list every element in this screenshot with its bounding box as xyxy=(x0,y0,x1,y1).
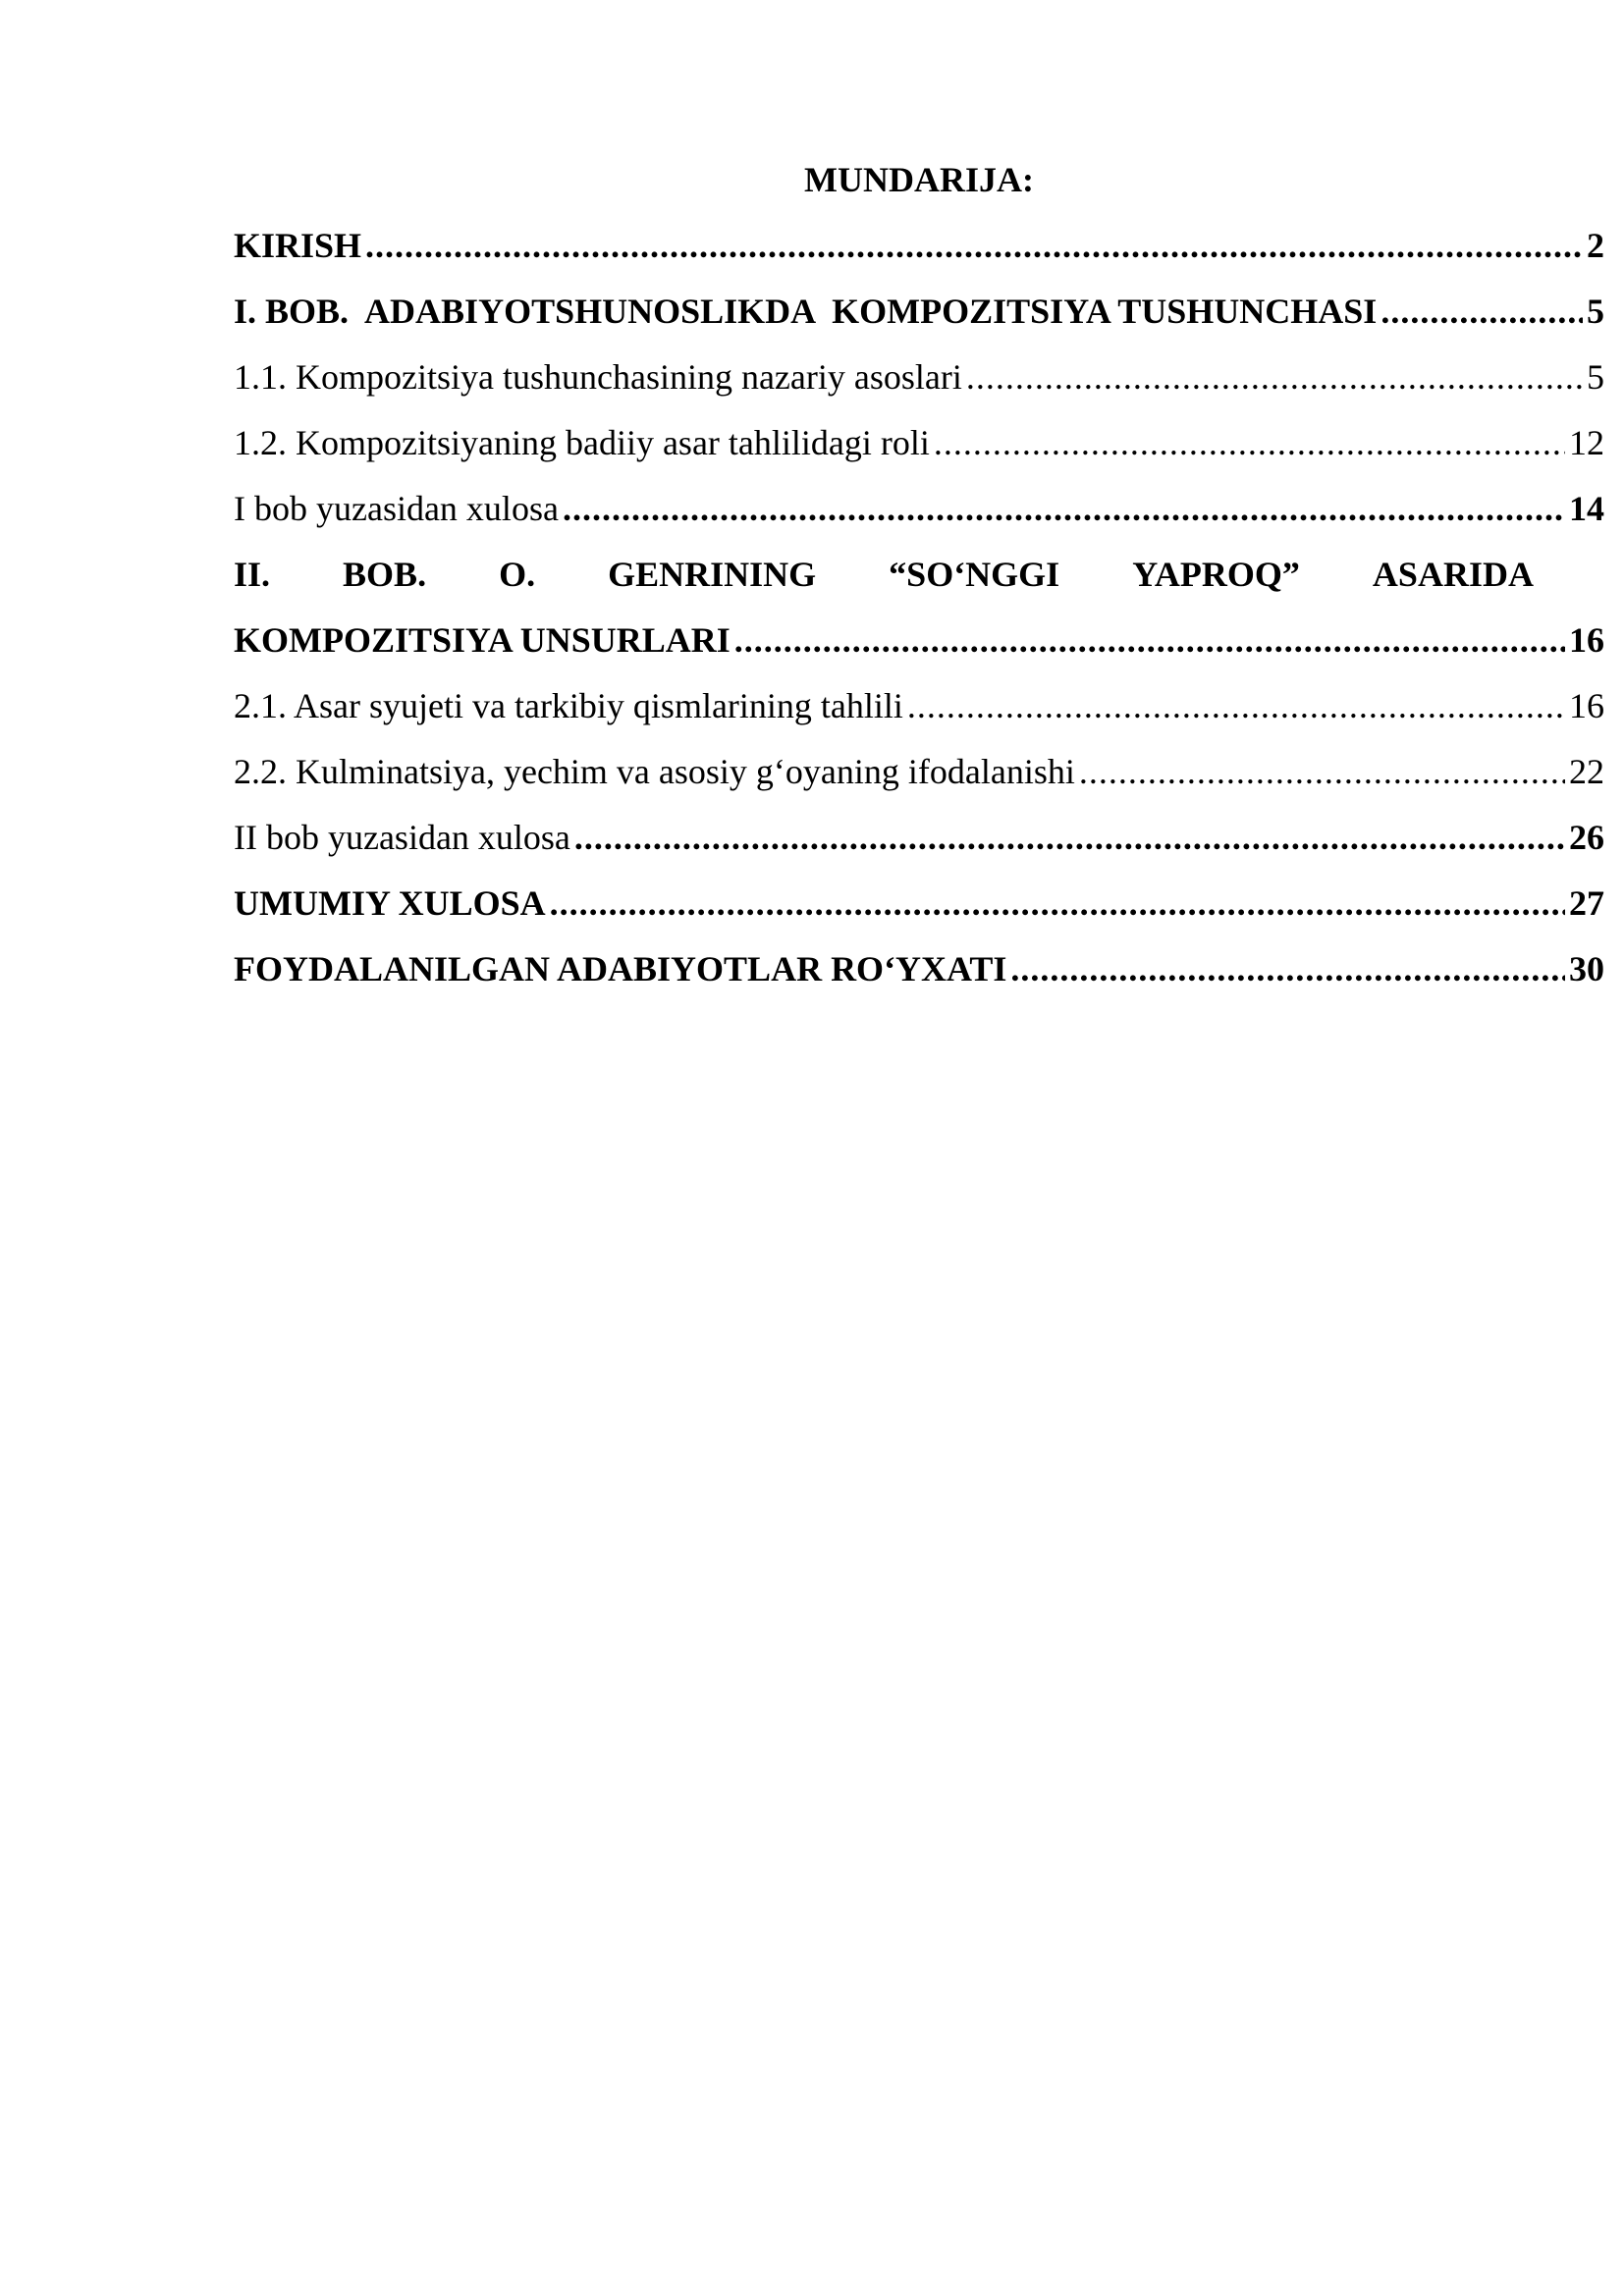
toc-entry-label: KOMPOZITSIYA UNSURLARI xyxy=(234,620,731,660)
toc-entry-label: II bob yuzasidan xulosa xyxy=(234,818,570,857)
toc-entry-page: 30 xyxy=(1569,949,1604,988)
toc-entry-page: 12 xyxy=(1569,423,1604,462)
toc-entry-references[interactable] xyxy=(234,936,1604,1002)
toc-entry-chapter-1[interactable] xyxy=(234,279,1604,345)
toc-word: O. xyxy=(499,555,536,594)
toc-entry-section-1-2[interactable] xyxy=(234,410,1604,476)
toc-leader-dots xyxy=(1380,279,1583,345)
toc-leader-dots xyxy=(1010,936,1565,1002)
toc-word: YAPROQ” xyxy=(1132,555,1300,594)
toc-entry-label: 2.2. Kulminatsiya, yechim va asosiy g‘oyaning ifodalanishi xyxy=(234,752,1075,791)
toc-entry-page: 27 xyxy=(1569,883,1604,923)
toc-entry-section-2-1[interactable] xyxy=(234,673,1604,739)
toc-leader-dots xyxy=(550,871,1565,936)
toc-entry-label: 2.1. Asar syujeti va tarkibiy qismlarining tahlili xyxy=(234,686,903,725)
toc-entry-label: I. BOB. ADABIYOTSHUNOSLIKDA KOMPOZITSIYA TUSHUNCHASI xyxy=(234,292,1378,331)
toc-leader-dots xyxy=(907,673,1565,739)
toc-entry-page: 16 xyxy=(1569,620,1604,660)
toc-title: MUNDARIJA: xyxy=(804,160,1034,199)
toc-word: “SO‘NGGI xyxy=(889,555,1060,594)
toc-entry-kirish[interactable] xyxy=(234,213,1604,279)
toc-entry-label: KIRISH xyxy=(234,226,362,265)
toc-entry-page: 22 xyxy=(1569,752,1604,791)
toc-entry-label: I bob yuzasidan xulosa xyxy=(234,489,559,528)
toc-word: BOB. xyxy=(343,555,427,594)
toc-leader-dots xyxy=(966,345,1583,410)
toc-leader-dots xyxy=(574,805,1565,871)
toc-leader-dots xyxy=(563,476,1565,542)
toc-entry-page: 16 xyxy=(1569,686,1604,725)
toc-entry-label: FOYDALANILGAN ADABIYOTLAR RO‘YXATI xyxy=(234,949,1007,988)
toc-entry-label: 1.2. Kompozitsiyaning badiiy asar tahlilidagi roli xyxy=(234,423,930,462)
toc-entry-page: 2 xyxy=(1587,226,1604,265)
toc-entry-section-2-2[interactable] xyxy=(234,739,1604,805)
toc-entry-page: 14 xyxy=(1569,489,1604,528)
toc-leader-dots xyxy=(734,608,1565,673)
toc-entry-page: 5 xyxy=(1587,292,1604,331)
toc-entry-chapter-2-line2[interactable] xyxy=(234,608,1604,673)
toc-entry-section-1-1[interactable] xyxy=(234,345,1604,410)
toc-entry-chapter-1-conclusion[interactable] xyxy=(234,476,1604,542)
toc-entry-label: 1.1. Kompozitsiya tushunchasining nazariy asoslari xyxy=(234,357,962,397)
toc-entry-general-conclusion[interactable] xyxy=(234,871,1604,936)
toc-entry-label: UMUMIY XULOSA xyxy=(234,883,546,923)
toc-leader-dots xyxy=(1079,739,1565,805)
toc-leader-dots xyxy=(934,410,1565,476)
table-of-contents xyxy=(234,147,1604,1002)
toc-word: ASARIDA xyxy=(1372,555,1534,594)
toc-leader-dots xyxy=(365,213,1583,279)
toc-entry-page: 26 xyxy=(1569,818,1604,857)
toc-word: GENRINING xyxy=(608,555,817,594)
toc-entry-page: 5 xyxy=(1587,357,1604,397)
toc-word: II. xyxy=(234,555,271,594)
toc-entry-chapter-2-line1[interactable] xyxy=(234,542,1534,608)
toc-entry-chapter-2-conclusion[interactable] xyxy=(234,805,1604,871)
